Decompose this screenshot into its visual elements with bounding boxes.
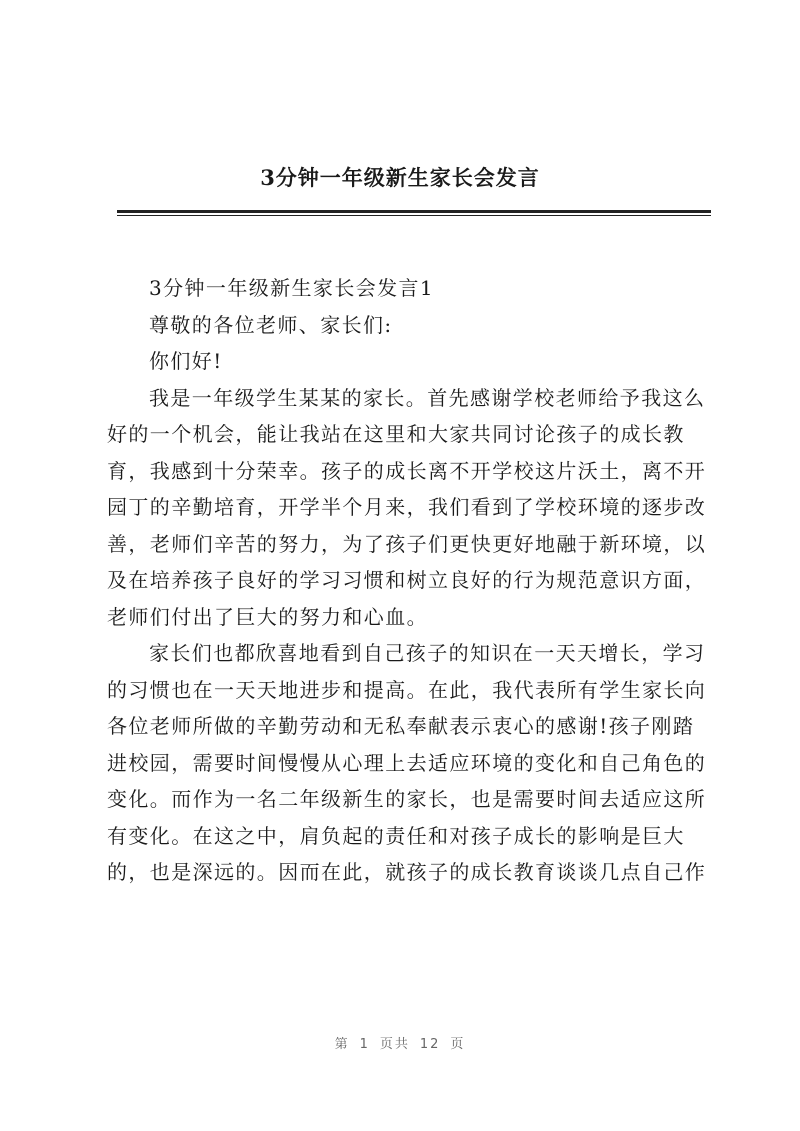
paragraph-line: 善，老师们辛苦的努力，为了孩子们更快更好地融于新环境，以 (107, 531, 707, 556)
page-footer (0, 1033, 800, 1052)
paragraph-2 (107, 635, 713, 891)
footer-prefix: 第 (334, 1037, 350, 1052)
paragraph-line: 老师们付出了巨大的努力和心血。 (107, 604, 428, 629)
paragraph-line: 的习惯也在一天天地进步和提高。在此，我代表所有学生家长向 (107, 677, 707, 702)
paragraph-line: 的，也是深远的。因而在此，就孩子的成长教育谈谈几点自己作 (107, 860, 707, 884)
paragraph-line: 园丁的辛勤培育，开学半个月来，我们看到了学校环境的逐步改 (107, 495, 707, 519)
paragraph-line: 好的一个机会，能让我站在这里和大家共同讨论孩子的成长教 (107, 422, 685, 446)
salutation: 尊敬的各位老师、家长们: (149, 312, 393, 337)
paragraph-line: 育，我感到十分荣幸。孩子的成长离不开学校这片沃土，离不开 (107, 458, 707, 483)
paragraph-line: 各位老师所做的辛勤劳动和无私奉献表示衷心的感谢!孩子刚踏 (107, 714, 695, 738)
footer-suffix: 页 (450, 1037, 466, 1052)
footer-page-total: 12 (419, 1037, 441, 1052)
paragraph-line: 及在培养孩子良好的学习习惯和树立良好的行为规范意识方面， (107, 568, 707, 592)
paragraph-line: 变化。而作为一名二年级新生的家长，也是需要时间去适应这所 (107, 787, 707, 811)
paragraph-line: 我是一年级学生某某的家长。首先感谢学校老师给予我这么 (149, 385, 706, 410)
paragraph-line: 有变化。在这之中，肩负起的责任和对孩子成长的影响是巨大 (107, 823, 685, 848)
paragraph-1 (107, 380, 713, 636)
paragraph-line: 进校园，需要时间慢慢从心理上去适应环境的变化和自己角色的 (107, 750, 707, 775)
document-body (107, 270, 713, 891)
document-title: 3分钟一年级新生家长会发言 (260, 165, 540, 190)
paragraph-line: 家长们也都欣喜地看到自己孩子的知识在一天天增长，学习 (149, 641, 706, 665)
footer-page-number: 1 (359, 1037, 370, 1052)
footer-mid: 页共 (379, 1037, 410, 1052)
greeting: 你们好! (149, 349, 223, 373)
section-heading: 3分钟一年级新生家长会发言1 (149, 276, 435, 300)
title-divider (117, 210, 711, 213)
